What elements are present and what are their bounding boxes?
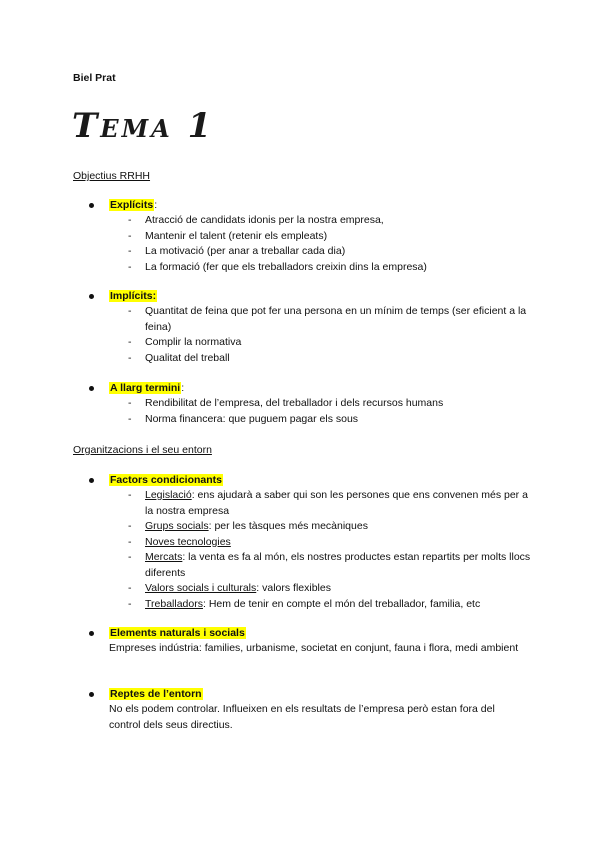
- section-heading-organitzacions: Organitzacions i el seu entorn: [73, 444, 212, 456]
- bullet-dot: [89, 692, 94, 697]
- bullet-dot: [89, 294, 94, 299]
- list-item: - Noves tecnologies: [128, 535, 231, 548]
- page-title: Tema 1: [72, 106, 215, 146]
- list-item: - Rendibilitat de l’empresa, del treballador i dels recursos humans: [128, 397, 444, 409]
- bullet-dot: [89, 478, 94, 483]
- highlight-label: Factors condicionants: [110, 474, 223, 486]
- list-item: - Valors socials i culturals: valors flexibles: [128, 582, 331, 594]
- bullet-dot: [89, 203, 94, 208]
- bullet-dot: [89, 631, 94, 636]
- list-item: - Mantenir el talent (retenir els empleats): [128, 229, 328, 242]
- section-heading-objectius: Objectius RRHH: [73, 170, 151, 182]
- highlight-label: Explícits: [110, 199, 154, 211]
- list-item: - La motivació (per anar a treballar cada dia): [128, 245, 346, 257]
- list-item: - Atracció de candidats idonis per la nostra empresa,: [128, 214, 384, 226]
- list-item: - Qualitat del treball: [128, 351, 230, 364]
- list-implicits: [128, 304, 538, 366]
- list-item: - Norma financera: que puguem pagar els sous: [128, 412, 359, 425]
- label-suffix: :: [154, 199, 158, 211]
- paragraph-reptes-entorn: No els podem controlar. Influeixen en els resultats de l’empresa però estan fora del control dels seus directius.: [109, 703, 495, 731]
- highlight-label: Reptes de l’entorn: [110, 688, 202, 700]
- list-item: - Complir la normativa: [128, 336, 242, 348]
- list-item: - Quantitat de feina que pot fer una persona en un mínim de temps (ser eficient a la feina): [128, 305, 527, 333]
- bullet-dot: [89, 386, 94, 391]
- list-item: - Treballadors: Hem de tenir en compte el món del treballador, familia, etc: [128, 597, 481, 610]
- list-factors: [128, 488, 538, 612]
- paragraph-elements-naturals: Empreses indústria: families, urbanisme, societat en conjunt, fauna i flora, medi ambient: [109, 642, 519, 654]
- list-llarg-termini: [128, 396, 538, 427]
- list-item: - Legislació: ens ajudarà a saber qui son les persones que ens convenen més per a la nostra empresa: [128, 489, 528, 517]
- list-explicits: [128, 213, 538, 275]
- label-suffix: :: [181, 382, 185, 394]
- highlight-label: A llarg termini: [110, 382, 181, 394]
- highlight-label: Elements naturals i socials: [110, 627, 245, 639]
- author-name: Biel Prat: [73, 72, 116, 84]
- list-item: - La formació (fer que els treballadors creixin dins la empresa): [128, 260, 427, 273]
- highlight-label: Implícits:: [110, 290, 157, 302]
- list-item: - Mercats: la venta es fa al món, els nostres productes estan repartits per molts llocs diferents: [128, 551, 531, 579]
- list-item: - Grups socials: per les tàsques més mecàniques: [128, 520, 368, 532]
